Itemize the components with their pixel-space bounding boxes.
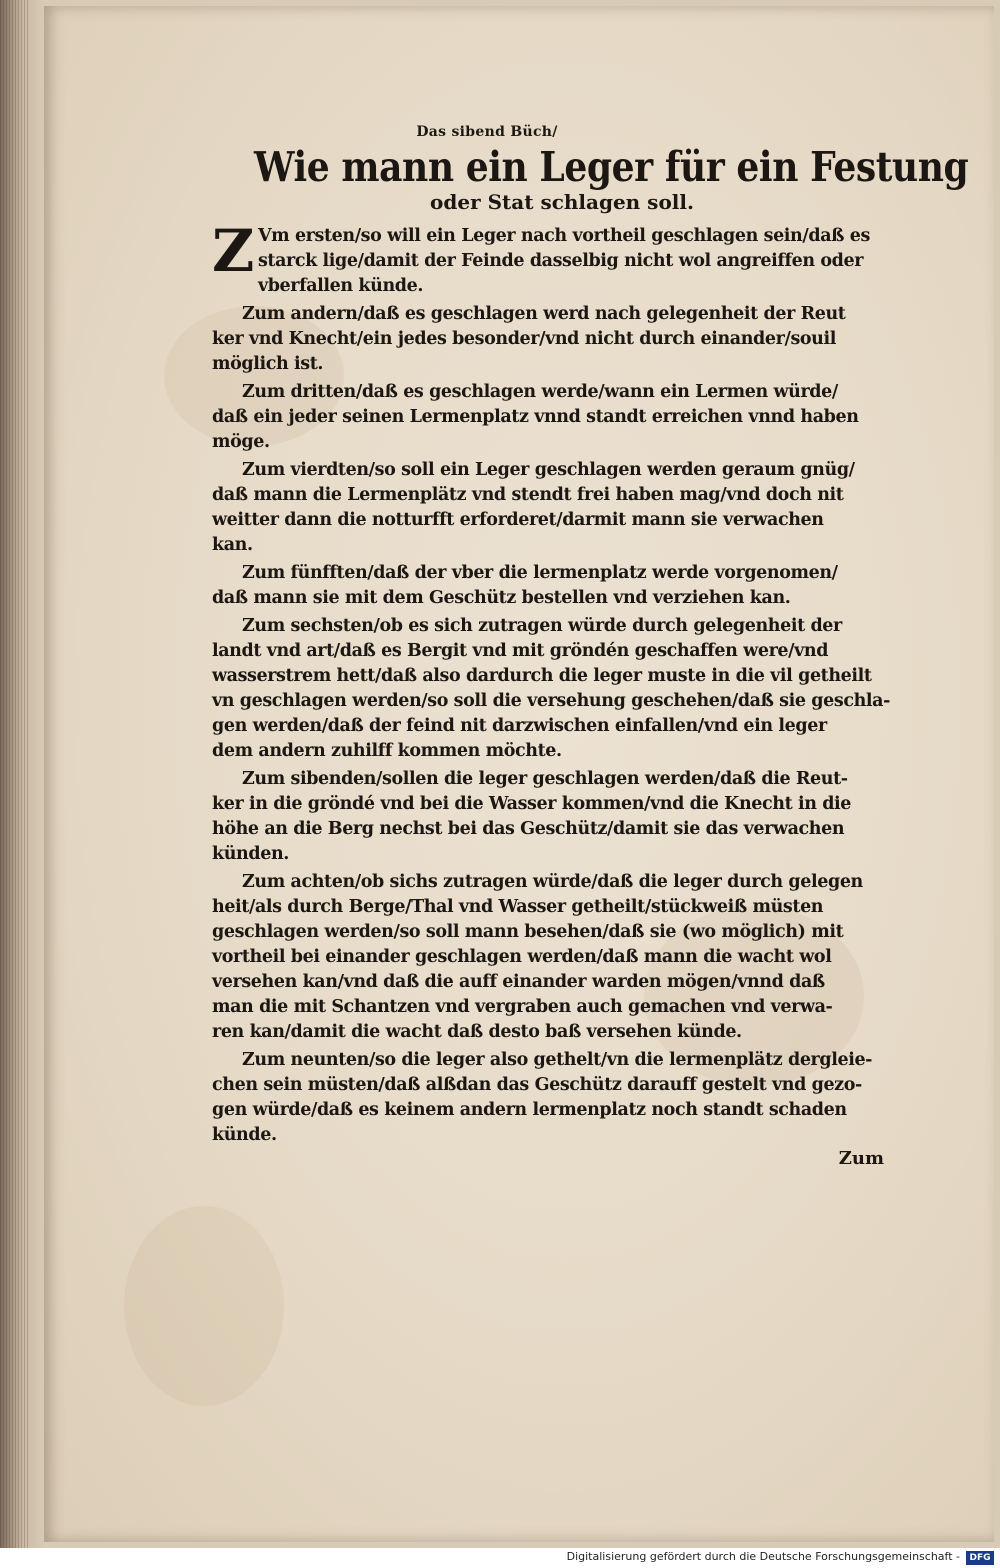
paragraph bbox=[212, 1048, 912, 1148]
text-line: vberfallen künde. bbox=[257, 276, 424, 296]
text-line: daß mann sie mit dem Geschütz bestellen vnd verziehen kan. bbox=[212, 588, 791, 608]
text-line: daß ein jeder seinen Lermenplatz vnnd standt erreichen vnnd haben bbox=[212, 407, 859, 427]
running-head: Das sibend Büch/ bbox=[416, 124, 558, 140]
text-line: gen würde/daß es keinem andern lermenplatz noch standt schaden bbox=[212, 1100, 847, 1120]
text-line: chen sein müsten/daß alßdan das Geschütz darauff gestelt vnd gezo- bbox=[212, 1075, 862, 1095]
text-block bbox=[212, 124, 969, 1169]
text-line: gen werden/daß der feind nit darzwischen einfallen/vnd ein leger bbox=[212, 716, 827, 736]
page-subtitle: oder Stat schlagen soll. bbox=[430, 190, 694, 214]
text-line: ker in die gröndé vnd bei die Wasser kommen/vnd die Knecht in die bbox=[212, 794, 852, 814]
text-line: daß mann die Lermenplätz vnd stendt frei haben mag/vnd doch nit bbox=[212, 485, 844, 505]
text-line: höhe an die Berg nechst bei das Geschütz/damit sie das verwachen bbox=[212, 819, 845, 839]
body-text bbox=[212, 217, 912, 1148]
text-line: wasserstrem hett/daß also dardurch die leger muste in die vil getheilt bbox=[212, 666, 872, 686]
paragraph bbox=[212, 767, 912, 867]
text-line: starck lige/damit der Feinde dasselbig nicht wol angreiffen oder bbox=[257, 251, 864, 271]
paragraph bbox=[212, 458, 912, 558]
funding-notice: Digitalisierung gefördert durch die Deutsche Forschungsgemeinschaft - bbox=[566, 1550, 960, 1563]
text-line: Zum neunten/so die leger also gethelt/vn die lermenplätz dergleie- bbox=[242, 1050, 873, 1070]
text-line: Zum sechsten/ob es sich zutragen würde durch gelegenheit der bbox=[242, 616, 842, 636]
text-line: künden. bbox=[212, 844, 289, 864]
text-line: Zum fünfften/daß der vber die lermenplatz werde vorgenomen/ bbox=[242, 563, 838, 583]
text-line: kan. bbox=[212, 535, 253, 555]
drop-initial: Z bbox=[212, 217, 254, 285]
paragraph bbox=[212, 217, 912, 299]
paragraph bbox=[212, 302, 912, 377]
text-line: Vm ersten/so will ein Leger nach vortheil geschlagen sein/daß es bbox=[257, 226, 870, 246]
text-line: Zum sibenden/sollen die leger geschlagen werden/daß die Reut- bbox=[242, 769, 848, 789]
text-line: geschlagen werden/so soll mann besehen/daß sie (wo möglich) mit bbox=[212, 922, 844, 942]
text-line: Zum dritten/daß es geschlagen werde/wann ein Lermen würde/ bbox=[242, 382, 838, 402]
text-line: weitter dann die notturfft erforderet/darmit mann sie verwachen bbox=[212, 510, 824, 530]
page-edges bbox=[0, 0, 30, 1548]
text-line: Zum achten/ob sichs zutragen würde/daß die leger durch gelegen bbox=[242, 872, 863, 892]
text-line: Zum andern/daß es geschlagen werd nach gelegenheit der Reut bbox=[242, 304, 846, 324]
paragraph bbox=[212, 380, 912, 455]
paragraph bbox=[212, 870, 912, 1045]
text-line: ker vnd Knecht/ein jedes besonder/vnd nicht durch einander/souil bbox=[212, 329, 836, 349]
text-line: möge. bbox=[212, 432, 270, 452]
digitization-footer bbox=[0, 1548, 1000, 1568]
catchword: Zum bbox=[838, 1148, 884, 1169]
text-line: heit/als durch Berge/Thal vnd Wasser getheilt/stückweiß müsten bbox=[212, 897, 824, 917]
text-line: man die mit Schantzen vnd vergraben auch gemachen vnd verwa- bbox=[212, 997, 833, 1017]
text-line: ren kan/damit die wacht daß desto baß versehen künde. bbox=[212, 1022, 742, 1042]
text-line: vortheil bei einander geschlagen werden/daß mann die wacht wol bbox=[212, 947, 832, 967]
paragraph bbox=[212, 614, 912, 764]
paper-stain bbox=[124, 1206, 284, 1406]
text-line: landt vnd art/daß es Bergit vnd mit gröndén geschaffen were/vnd bbox=[212, 641, 829, 661]
text-line: vn geschlagen werden/so soll die versehung geschehen/daß sie geschla- bbox=[212, 691, 890, 711]
text-line: möglich ist. bbox=[212, 354, 324, 374]
text-line: Zum vierdten/so soll ein Leger geschlagen werden geraum gnüg/ bbox=[242, 460, 855, 480]
text-line: versehen kan/vnd daß die auff einander warden mögen/vnnd daß bbox=[212, 972, 825, 992]
paragraph bbox=[212, 561, 912, 611]
text-line: künde. bbox=[212, 1125, 277, 1145]
text-line: dem andern zuhilff kommen möchte. bbox=[212, 741, 562, 761]
dfg-logo: DFG bbox=[966, 1551, 994, 1565]
page-title: Wie mann ein Leger für ein Festung bbox=[254, 143, 969, 191]
